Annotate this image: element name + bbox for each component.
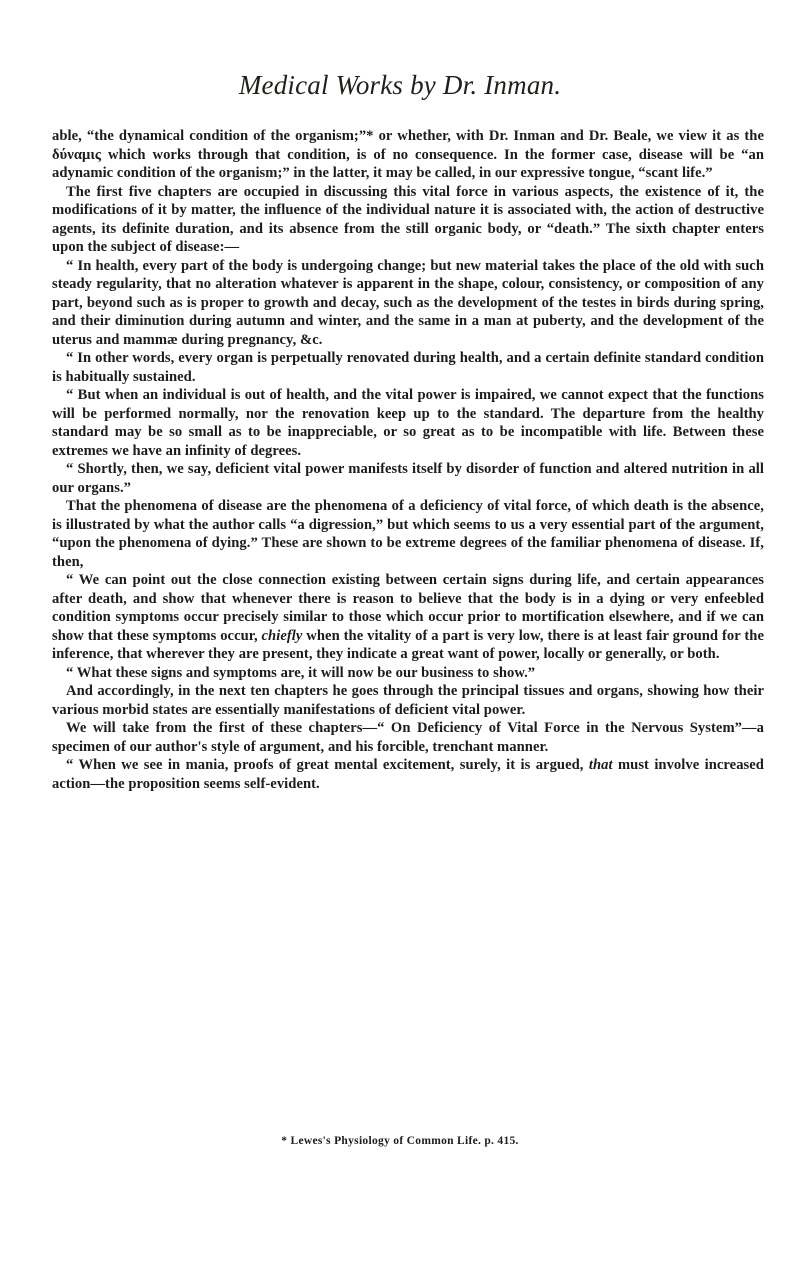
footnote: * Lewes's Physiology of Common Life. p. 415.	[281, 1135, 519, 1147]
paragraph-12-quote	[52, 756, 764, 793]
paragraph-12-part-2: must involve increased action—the proposition seems self-evident.	[52, 757, 764, 792]
paragraph-10: And accordingly, in the next ten chapters he goes through the principal tissues and organs, showing how their various morbid states are essentially manifestations of deficient vital power.	[52, 683, 764, 718]
paragraph-3-quote: “ In health, every part of the body is undergoing change; but new material takes the place of the old with such steady regularity, that no alteration whatever is apparent in the shape, colour, consistency, or composition of any part, beyond such as is proper to growth and decay, such as the development of the testes in birds during spring, and their diminution during autumn and winter, and the same in a man at puberty, and the development of the uterus and mammæ during pregnancy, &c.	[52, 257, 764, 348]
paragraph-1: able, “the dynamical condition of the organism;”* or whether, with Dr. Inman and Dr. Beale, we view it as the δύναμις which works through that condition, is of no consequence. In the former case, disease will be “an adynamic condition of the organism;” in the latter, it may be called, in our expressive tongue, “scant life.”	[52, 128, 764, 181]
paragraph-12-emphasis: that	[588, 757, 613, 773]
paragraph-7: That the phenomena of disease are the phenomena of a deficiency of vital force, of which death is the absence, is illustrated by what the author calls “a digression,” but which seems to us a very essential part of the argument, “upon the phenomena of dying.” These are shown to be extreme degrees of the familiar phenomena of disease. If, then,	[52, 498, 764, 570]
paragraph-8-part-2: when the vitality of a part is very low, there is at least fair ground for the inference, that wherever they are present, they indicate a great want of power, locally or generally, or both.	[52, 627, 764, 662]
paragraph-8-emphasis: chiefly	[261, 627, 303, 644]
paragraph-4-quote: “ In other words, every organ is perpetually renovated during health, and a certain definite standard condition is habitually sustained.	[52, 350, 764, 385]
paragraph-6-quote: “ Shortly, then, we say, deficient vital power manifests itself by disorder of function and altered nutrition in all our organs.”	[52, 461, 764, 496]
paragraph-9-quote: “ What these signs and symptoms are, it will now be our business to show.”	[66, 664, 536, 681]
paragraph-11: We will take from the first of these chapters—“ On Deficiency of Vital Force in the Nervous System”—a specimen of our author's style of argument, and his forcible, trenchant manner.	[52, 720, 764, 755]
paragraph-8-quote	[52, 571, 764, 664]
paragraph-2: The first five chapters are occupied in discussing this vital force in various aspects, the existence of it, the modifications of it by matter, the influence of the individual nature it is associated with, the action of destructive agents, its definite duration, and its absence from the still organic body, or “death.” The sixth chapter enters upon the subject of disease:—	[52, 183, 764, 255]
paragraph-5-quote: “ But when an individual is out of health, and the vital power is impaired, we cannot expect that the functions will be performed normally, nor the renovation keep up to the standard. The departure from the healthy standard may be so small as to be inappreciable, or so great as to be incompatible with life. Between these extremes we have an infinity of degrees.	[52, 387, 764, 459]
running-head-title: Medical Works by Dr. Inman.	[238, 70, 562, 100]
paragraph-8-part-1: “ We can point out the close connection existing between certain signs during life, and certain appearances after death, and show that whenever there is reason to believe that the body is in a dying or very enfeebled condition symptoms occur precisely similar to those which occur prior to mortification elsewhere, and if we can show that these symptoms occur,	[52, 572, 764, 644]
body-text	[52, 127, 764, 793]
paragraph-12-part-1: “ When we see in mania, proofs of great mental excitement, surely, it is argued,	[66, 757, 589, 773]
